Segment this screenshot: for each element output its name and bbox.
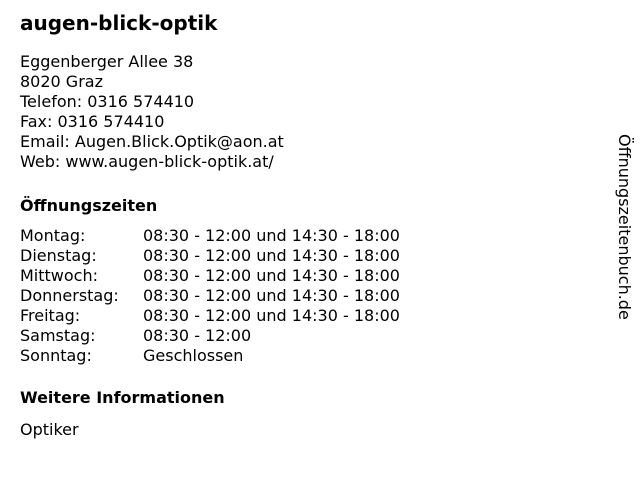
- website-address: Web: www.augen-blick-optik.at/: [20, 152, 274, 171]
- street-address: Eggenberger Allee 38: [20, 52, 194, 71]
- hours-time: 08:30 - 12:00: [143, 326, 252, 345]
- hours-time: Geschlossen: [143, 346, 244, 365]
- business-name: augen-blick-optik: [20, 11, 218, 35]
- hours-day: Donnerstag:: [20, 286, 119, 305]
- hours-row-sunday: [20, 346, 600, 366]
- phone-number: Telefon: 0316 574410: [20, 92, 195, 111]
- hours-row-tuesday: [20, 246, 600, 266]
- hours-time: 08:30 - 12:00 und 14:30 - 18:00: [143, 286, 400, 305]
- email-address: Email: Augen.Blick.Optik@aon.at: [20, 132, 284, 151]
- hours-row-friday: [20, 306, 600, 326]
- hours-row-monday: [20, 226, 600, 246]
- hours-day: Dienstag:: [20, 246, 97, 265]
- hours-row-wednesday: [20, 266, 600, 286]
- business-card: [20, 10, 600, 440]
- hours-day: Sonntag:: [20, 346, 92, 365]
- hours-day: Freitag:: [20, 306, 81, 325]
- site-brand-watermark: Öffnungszeitenbuch.de: [615, 134, 634, 320]
- further-info-heading: Weitere Informationen: [20, 388, 225, 407]
- opening-hours-table: [20, 226, 600, 366]
- hours-row-saturday: [20, 326, 600, 346]
- hours-day: Montag:: [20, 226, 86, 245]
- city-address: 8020 Graz: [20, 72, 103, 91]
- opening-hours-heading: Öffnungszeiten: [20, 196, 158, 215]
- hours-time: 08:30 - 12:00 und 14:30 - 18:00: [143, 246, 400, 265]
- hours-time: 08:30 - 12:00 und 14:30 - 18:00: [143, 306, 400, 325]
- category-text: Optiker: [20, 420, 79, 439]
- hours-row-thursday: [20, 286, 600, 306]
- fax-number: Fax: 0316 574410: [20, 112, 165, 131]
- contact-block: [20, 52, 600, 172]
- hours-day: Samstag:: [20, 326, 96, 345]
- hours-time: 08:30 - 12:00 und 14:30 - 18:00: [143, 226, 400, 245]
- hours-day: Mittwoch:: [20, 266, 98, 285]
- hours-time: 08:30 - 12:00 und 14:30 - 18:00: [143, 266, 400, 285]
